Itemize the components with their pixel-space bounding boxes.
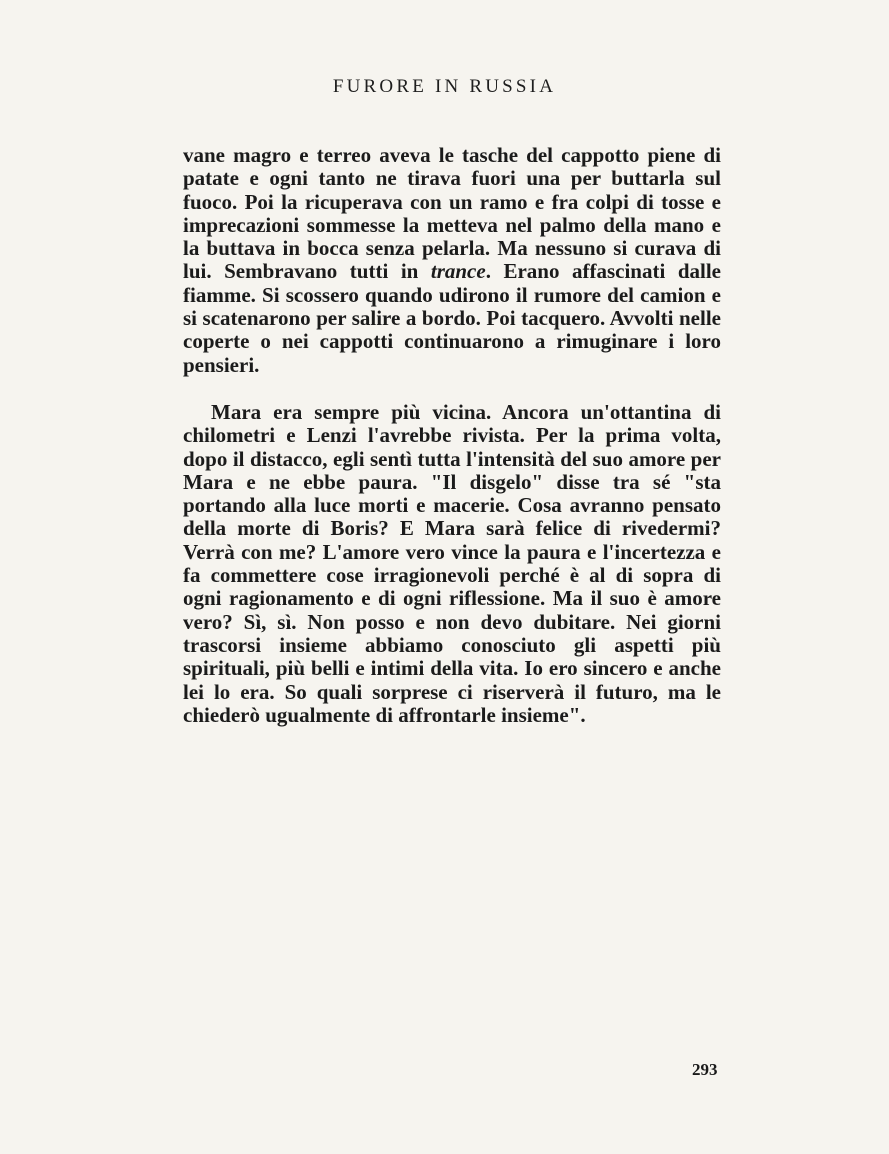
paragraph: Mara era sempre più vicina. Ancora un'ottantina di chilometri e Lenzi l'avrebbe rivista. Per la prima volta, dopo il distacco, egli sentì tutta l'intensità del suo amore per Mara e ne ebbe paura. "Il disgelo" disse tra sé "sta portando alla luce morti e macerie. Cosa avranno pensato della morte di Boris? E Mara sarà felice di rivedermi? Verrà con me? L'amore vero vince la paura e l'incertezza e fa commettere cose irragionevoli perché è al di sopra di ogni ragionamento e di ogni riflessione. Ma il suo è amore vero? Sì, sì. Non posso e non devo dubitare. Nei giorni trascorsi insieme abbiamo conosciuto gli aspetti più spirituali, più belli e intimi della vita. Io ero sincero e anche lei lo era. So quali sorprese ci riserverà il futuro, ma le chiederò ugualmente di affrontarle insieme". bbox=[183, 399, 721, 727]
body-text bbox=[183, 144, 721, 727]
running-header-title: FURORE IN RUSSIA bbox=[332, 76, 557, 97]
italic-word: trance bbox=[430, 259, 486, 284]
page-number: 293 bbox=[692, 1060, 718, 1079]
paragraph-continued bbox=[183, 144, 721, 377]
paragraph-text: . Erano affascinati dalle fiamme. Si scossero quando udirono il rumore del camion e si scatenarono per salire a bordo. Poi tacquero. Avvolti nelle coperte o nei cappotti continuarono a rimuginare i loro pensieri. bbox=[183, 259, 721, 377]
paragraph-text: vane magro e terreo aveva le tasche del cappotto piene di patate e ogni tanto ne tirava fuori una per buttarla sul fuoco. Poi la ricuperava con un ramo e fra colpi di tosse e imprecazioni sommesse la metteva nel palmo della mano e la buttava in bocca senza pelarla. Ma nessuno si curava di lui. Sembravano tutti in bbox=[183, 143, 721, 284]
